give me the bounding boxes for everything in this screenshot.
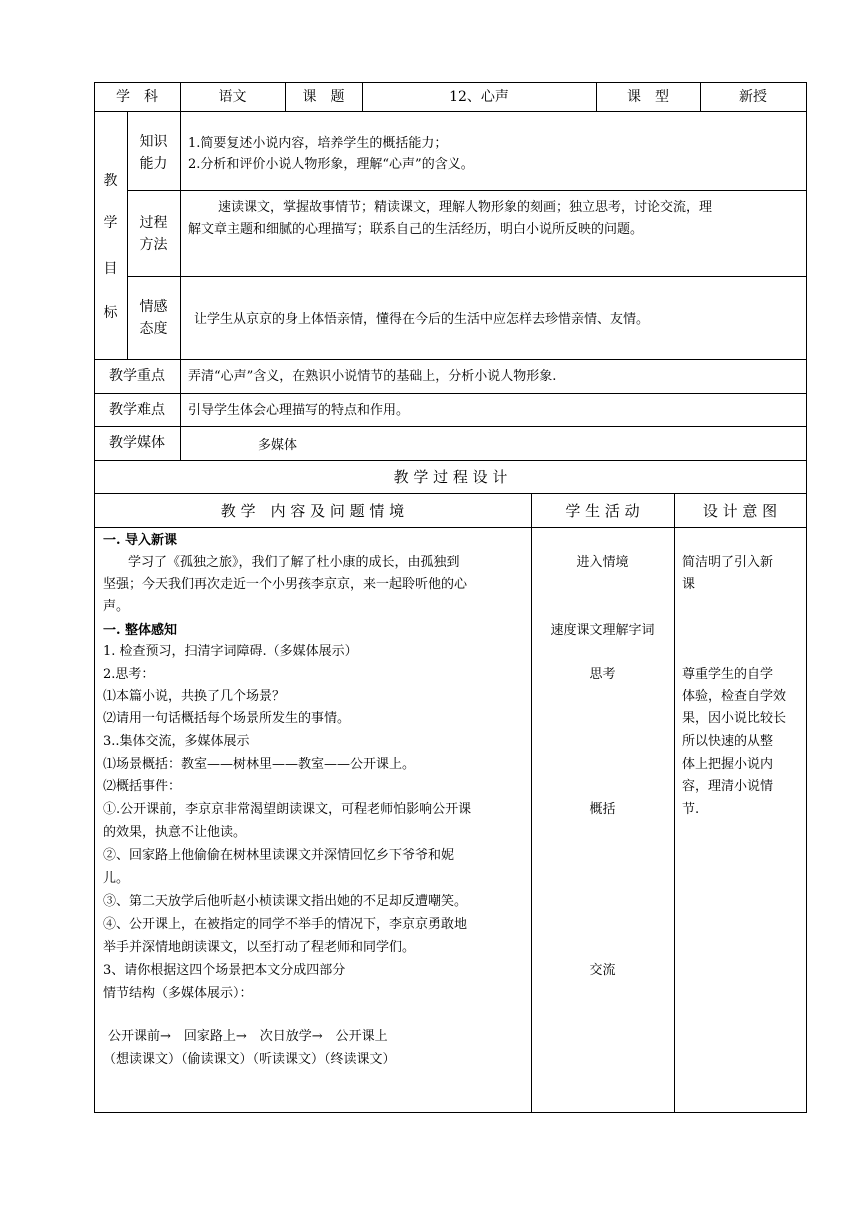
process-line-1: 速读课文，掌握故事情节；精读课文，理解人物形象的刻画；独立思考，讨论交流，理 (218, 200, 713, 215)
content-line: 情节结构（多媒体展示）： (103, 986, 253, 1001)
process-label-line2: 方法 (139, 237, 168, 253)
content-line: ⑴本篇小说，共换了几个场景？ (103, 689, 286, 704)
emotion-text: 让学生从京京的身上体悟亲情，懂得在今后的生活中应怎样去珍惜亲情、友情。 (194, 312, 650, 327)
content-line: ⑴场景概括：教室——树林里——教室——公开课上。 (103, 757, 416, 772)
column-header-content: 教 学 内 容 及 问 题 情 境 (220, 502, 405, 520)
student-activity-item: 思考 (589, 667, 616, 682)
key-point-text: 弄清“心声”含义，在熟识小说情节的基础上，分析小说人物形象. (188, 369, 557, 384)
intent-line: 简洁明了引入新 (682, 555, 774, 570)
plot-structure-actions: （想读课文）（偷读课文）（听读课文）（终读课文） (103, 1052, 396, 1067)
emotion-label-line2: 态度 (139, 321, 168, 337)
objectives-side-label-2: 学 (103, 215, 118, 231)
subject-label: 学 科 (116, 89, 158, 105)
content-line: 3、请你根据这四个场景把本文分成四部分 (103, 963, 346, 978)
intent-line: 容，理清小说情 (682, 779, 774, 794)
media-text: 多媒体 (258, 438, 298, 453)
content-line: ⑵请用一句话概括每个场景所发生的事情。 (103, 711, 351, 726)
content-line: 学习了《孤独之旅》，我们了解了杜小康的成长，由孤独到 (128, 555, 460, 570)
knowledge-label-line1: 知识 (139, 134, 168, 150)
plot-structure-stages: 公开课前→ 回家路上→ 次日放学→ 公开课上 (108, 1029, 388, 1044)
content-line: ②、回家路上他偷偷在树林里读课文并深情回忆乡下爷爷和妮 (103, 848, 455, 863)
content-line: 坚强；今天我们再次走近一个小男孩李京京，来一起聆听他的心 (103, 577, 468, 592)
content-line: ⑵概括事件： (103, 779, 182, 794)
topic-value: 12、心声 (449, 89, 509, 105)
objectives-side-label-1: 教 (103, 173, 118, 189)
emotion-label-line1: 情感 (139, 299, 168, 315)
section-overview-heading: 一. 整体感知 (103, 623, 178, 638)
column-header-intent: 设 计 意 图 (702, 502, 778, 520)
content-line: 声。 (103, 599, 130, 614)
content-line: ④、公开课上，在被指定的同学不举手的情况下，李京京勇敢地 (103, 917, 468, 932)
content-line: 儿。 (103, 871, 130, 886)
knowledge-line-1: 1.简要复述小说内容，培养学生的概括能力； (188, 136, 448, 151)
intent-line: 所以快速的从整 (682, 734, 774, 749)
type-label: 课 型 (627, 89, 669, 105)
student-activity-item: 进入情境 (576, 555, 629, 570)
content-line: 举手并深情地朗读课文，以至打动了程老师和同学们。 (103, 940, 416, 955)
content-line: 3..集体交流，多媒体展示 (103, 734, 250, 749)
key-point-label: 教学重点 (109, 368, 165, 384)
intent-line: 体上把握小说内 (682, 757, 774, 772)
difficulty-label: 教学难点 (109, 402, 165, 418)
objectives-side-label-3: 目 (103, 261, 118, 277)
process-line-2: 解文章主题和细腻的心理描写；联系自己的生活经历，明白小说所反映的问题。 (188, 222, 644, 237)
content-line: ③、第二天放学后他听赵小桢读课文指出她的不足却反遭嘲笑。 (103, 894, 468, 909)
student-activity-item: 概括 (589, 802, 616, 817)
subject-value: 语文 (218, 89, 247, 105)
content-line: 2.思考： (103, 667, 155, 682)
content-line: 1. 检查预习，扫清字词障碍.（多媒体展示） (103, 644, 358, 659)
topic-label: 课 题 (302, 89, 345, 105)
media-label: 教学媒体 (109, 435, 165, 451)
intent-line: 节. (682, 802, 700, 817)
intent-line: 课 (682, 577, 696, 592)
content-line: 的效果，执意不让他读。 (103, 825, 247, 840)
objectives-side-label-4: 标 (103, 305, 118, 321)
intent-line: 尊重学生的自学 (682, 667, 774, 682)
intent-line: 体验，检查自学效 (682, 689, 787, 704)
type-value: 新授 (739, 89, 767, 105)
intent-line: 果，因小说比较长 (682, 711, 787, 726)
content-line: ①.公开课前，李京京非常渴望朗读课文，可程老师怕影响公开课 (103, 802, 472, 817)
student-activity-item: 交流 (589, 963, 616, 978)
process-design-title: 教 学 过 程 设 计 (393, 468, 508, 486)
section-intro-heading: 一. 导入新课 (103, 533, 178, 548)
process-label-line1: 过程 (139, 215, 168, 231)
difficulty-text: 引导学生体会心理描写的特点和作用。 (188, 403, 410, 418)
knowledge-label-line2: 能力 (139, 156, 168, 172)
student-activity-item: 速度课文理解字词 (550, 623, 655, 638)
knowledge-line-2: 2.分析和评价小说人物形象，理解“心声”的含义。 (188, 157, 474, 172)
column-header-student: 学 生 活 动 (565, 502, 640, 520)
